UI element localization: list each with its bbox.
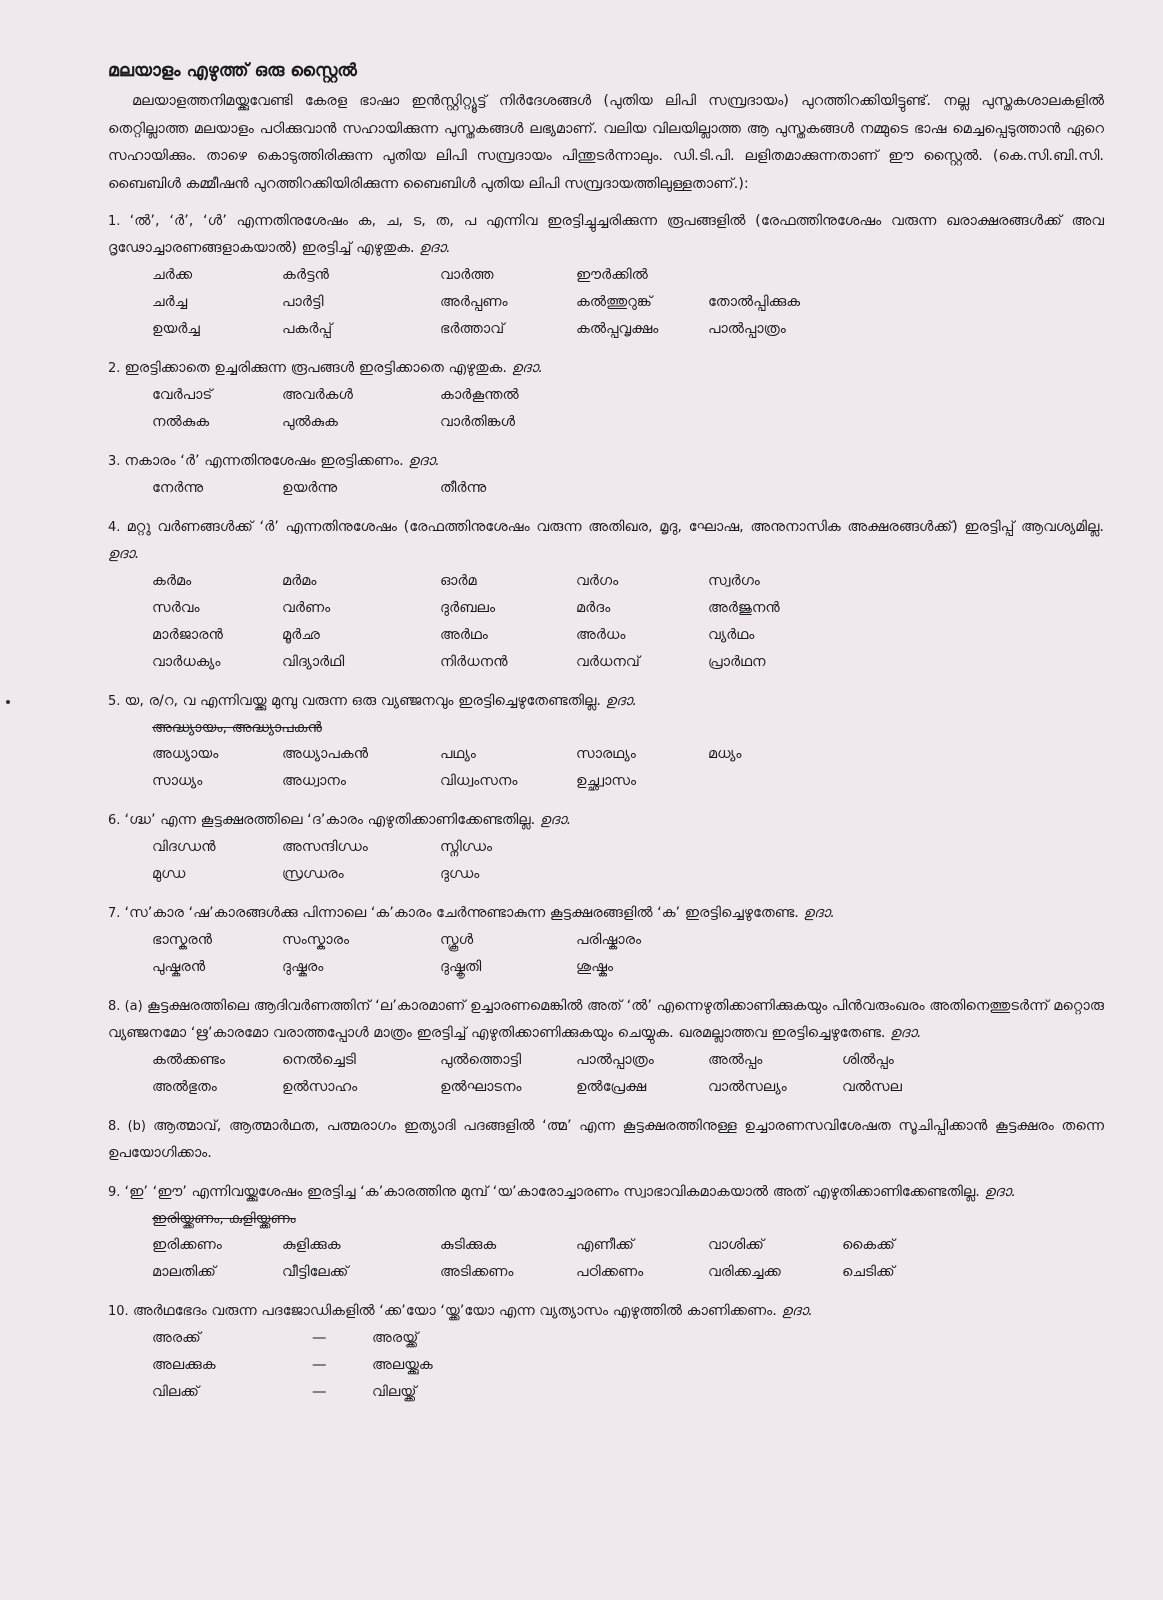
example-word: കാർകൂന്തൽ [440,387,519,403]
example-row [152,1074,1104,1101]
rule-block [108,208,1104,351]
example-word: വേർപാട് [152,387,213,403]
example-row [152,834,1104,861]
example-word: സ്വർഗം [708,573,760,589]
example-word: കൽപ്പവൃക്ഷം [576,321,659,337]
example-word: പാൽപ്പാത്രം [708,321,786,337]
example-word: മുഗ്ധ [152,866,186,882]
example-word: തോൽപ്പിക്കുക [708,294,801,310]
example-row [152,741,1104,768]
example-word: പഠിക്കണം [576,1264,644,1280]
example-word: അലക്കുക [152,1357,216,1373]
example-word: ചെടിക്ക് [842,1264,895,1280]
rules-list [108,208,1104,1414]
example-row [152,622,1104,649]
example-word: ഉൽസാഹം [282,1079,358,1095]
example-word: കൈക്ക് [842,1237,895,1253]
example-marker: ഉദാ. [803,905,835,921]
rule-text [108,1298,1104,1325]
example-word: മൂർഛ [282,627,320,643]
example-word: കർമം [152,573,192,589]
example-word: പകർപ്പ് [282,321,333,337]
rule-number: 10. [108,1304,133,1319]
example-row [152,595,1104,622]
example-marker: ഉദാ. [539,812,572,828]
rule-number: 4. [108,520,127,535]
rule-body: ആത്മാവ്, ആത്മാർഥത, പത്മരാഗം ഇത്യാദി പദങ്ങളിൽ ‘ത്മ’ എന്ന കൂട്ടക്ഷരത്തിനുള്ള ഉച്ചാരണസവിശേഷത സൂചിപ്പിക്കാൻ കൂട്ടക്ഷരം തന്നെ ഉപയോഗിക്കാം. [108,1118,1104,1161]
example-word: കർട്ടൻ [282,267,329,283]
example-row [152,927,1104,954]
example-row [152,861,1104,888]
rule-block [108,1113,1104,1175]
example-word: അരക്ക് [152,1330,201,1346]
example-row [152,649,1104,676]
example-word: ചർക്ക [152,267,193,283]
pair-dash: — [312,1384,327,1400]
example-word: ദുർബലം [440,600,496,616]
rule-text [108,355,1104,382]
example-word: അടിക്കണം [440,1264,514,1280]
rule-body: ഇരട്ടിക്കാതെ ഉച്ചരിക്കുന്ന രൂപങ്ങൾ ഇരട്ടിക്കാതെ എഴുതുക. [124,360,512,376]
example-word: സ്നിഗ്ധം [440,839,493,855]
rule-body: ‘ഇ’ ‘ഈ’ എന്നിവയ്ക്കുശേഷം ഇരട്ടിച്ച ‘ക’കാരത്തിനു മുമ്പ് ‘യ’കാരോച്ചാരണം സ്വാഭാവികമാകയാൽ അത് എഴുതിക്കാണിക്കേണ്ടതില്ല. [124,1184,985,1200]
rule-number: 8. (b) [108,1119,154,1134]
example-word: മർദം [576,600,611,616]
example-word: ഉൽപ്രേക്ഷ [576,1079,647,1095]
example-row [152,1379,1104,1406]
rule-body: നകാരം ‘ർ’ എന്നതിനുശേഷം ഇരട്ടിക്കണം. [124,453,409,469]
example-row [152,1325,1104,1352]
example-word: സാധ്യം [152,773,203,789]
example-word: വിദ്യാർഥി [282,654,345,670]
example-word: അർജുനൻ [708,600,780,616]
rule-number: 1. [108,214,130,229]
example-word: അധ്വാനം [282,773,346,789]
example-word: ഉൽഘാടനം [440,1079,522,1095]
document-page [108,58,1104,1414]
example-row [152,262,1104,289]
example-word: ശുഷ്കം [576,959,614,975]
rule-body: മറ്റു വർണങ്ങൾക്ക് ‘ർ’ എന്നതിനുശേഷം (രേഫത്തിനുശേഷം വരുന്ന അതിഖര, മൃദു, ഘോഷ, അനുനാസിക അക്ഷരങ്ങൾക്ക്) ഇരട്ടിപ്പ് ആവശ്യമില്ല. [126,519,1104,535]
example-word: നൽകുക [152,414,210,430]
rule-body: കൂട്ടക്ഷരത്തിലെ ആദിവർണത്തിന് ‘ല’കാരമാണ് ഉച്ചാരണമെങ്കിൽ അത് ‘ൽ’ എന്നെഴുതിക്കാണിക്കുകയും പിൻവരുംഖരം അതിനെത്തുടർന്ന് മറ്റൊരു വ്യഞ്ജനമോ ‘ഋ’കാരമോ വരാത്തപ്പോൾ മാത്രം ഇരട്ടിച്ച് എഴുതിക്കാണിക്കുകയും ചെയ്യുക. ഖരമല്ലാത്തവ ഇരട്ടിച്ചെഴുതേണ്ട. [108,998,1104,1041]
example-word: വിദഗ്ധൻ [152,839,216,855]
example-word: വരിക്കച്ചക്ക [708,1264,781,1280]
example-word: പ്രാർഥന [708,654,766,670]
rule-block [108,900,1104,989]
example-word: സർവം [152,600,200,616]
example-word: വർധനവ് [576,654,640,670]
example-word: അർധം [576,627,626,643]
example-word: ഈർക്കിൽ [576,267,648,283]
example-word: വിധ്വംസനം [440,773,518,789]
example-marker: ഉദാ. [781,1303,813,1319]
example-row [152,1352,1104,1379]
example-word: വാർതിങ്കൾ [440,414,516,430]
example-word: പരിഷ്കാരം [576,932,642,948]
pair-dash: — [312,1330,327,1346]
struck-example: ഇരിയ്ക്കണം, കുളിയ്ക്കണം [152,1211,296,1227]
example-word: ഇരിക്കണം [152,1237,222,1253]
rule-block [108,355,1104,444]
example-word: വാശിക്ക് [708,1237,764,1253]
rule-block [108,807,1104,896]
rule-number: 2. [108,361,125,376]
example-word: അരയ്ക്ക് [372,1330,419,1346]
example-word: വിലയ്ക്ക് [372,1384,417,1400]
example-word: കൽത്തുറുങ്ക് [576,294,652,310]
page-speck [6,700,10,704]
example-word: ഉച്ഛ്വാസം [576,773,637,789]
example-row [152,409,1104,436]
example-marker: ഉദാ. [890,1025,922,1041]
example-word: വ്യർഥം [708,627,755,643]
example-word: ഓർമ [440,573,477,589]
example-word: മാലതിക്ക് [152,1264,216,1280]
example-word: പഥ്യം [440,746,476,762]
example-row [152,475,1104,502]
example-marker: ഉദാ. [511,360,543,376]
example-word: നെൽച്ചെടി [282,1052,356,1068]
example-row [152,768,1104,795]
example-word: സാരഥ്യം [576,746,636,762]
example-word: വർണം [282,600,331,616]
example-word: വാർധക്യം [152,654,221,670]
example-word: അർഥം [440,627,488,643]
example-word: പുൽകുക [282,414,338,430]
example-word: അലയ്ക്കുക [372,1357,433,1373]
example-word: എണീക്ക് [576,1237,634,1253]
example-word: പുൽത്തൊട്ടി [440,1052,522,1068]
intro-paragraph: മലയാളത്തനിമയ്ക്കുവേണ്ടി കേരള ഭാഷാ ഇൻസ്റ്റിറ്റ്യൂട്ട് നിർദേശങ്ങൾ (പുതിയ ലിപി സമ്പ്രദായം) പുറത്തിറക്കിയിട്ടുണ്ട്. നല്ല പുസ്തകശാലകളിൽ തെറ്റില്ലാത്ത മലയാളം പഠിക്കുവാൻ സഹായിക്കുന്ന പുസ്തകങ്ങൾ ലഭ്യമാണ്. വലിയ വിലയില്ലാത്ത ആ പുസ്തകങ്ങൾ നമ്മുടെ ഭാഷ മെച്ചപ്പെടുത്താൻ ഏറെ സഹായിക്കും. താഴെ കൊടുത്തിരിക്കുന്ന പുതിയ ലിപി സമ്പ്രദായം പിന്തുടർന്നാലും. ഡി.ടി.പി. ലളിതമാക്കുന്നതാണ് ഈ സ്റ്റൈൽ. (കെ.സി.ബി.സി. ബൈബിൾ കമ്മീഷൻ പുറത്തിറക്കിയിരിക്കുന്ന ബൈബിൾ പുതിയ ലിപി സമ്പ്രദായത്തിലുള്ളതാണ്.): [108,93,1104,192]
example-word: സ്രഗ്ധരം [282,866,344,882]
rule-number: 7. [108,906,125,921]
example-word: ഉയർന്നു [282,480,338,496]
example-word: ശിൽപ്പം [842,1052,894,1068]
rule-block [108,1179,1104,1294]
example-word: അധ്യായം [152,746,219,762]
rule-text [108,900,1104,927]
example-word: നിർധനൻ [440,654,508,670]
example-row [152,289,1104,316]
struck-example: അദ്ധ്യായം, അദ്ധ്യാപകൻ [152,720,322,736]
example-word: ഭാസ്കരൻ [152,932,213,948]
rule-text [108,1113,1104,1167]
example-marker: ഉദാ. [419,240,451,256]
rule-text [108,1179,1104,1206]
example-word: അൽഭുതം [152,1079,217,1095]
example-word: വാർത്ത [440,267,494,283]
example-word: മധ്യം [708,746,742,762]
example-word: കുടിക്കുക [440,1237,497,1253]
rule-block [108,1298,1104,1414]
document-title: മലയാളം എഴുത്ത് ഒരു സ്റ്റൈൽ [108,61,357,81]
rule-text [108,993,1104,1047]
example-marker: ഉദാ. [408,453,440,469]
rule-text [108,208,1104,262]
example-word: വീട്ടിലേക്ക് [282,1264,349,1280]
example-row [152,1047,1104,1074]
example-word: മാർജാരൻ [152,627,223,643]
example-word: ദുഷ്കരം [282,959,324,975]
example-word: അൽപ്പം [708,1052,763,1068]
example-word: പാർട്ടി [282,294,324,310]
rule-text [108,514,1104,568]
rule-number: 6. [108,813,125,828]
example-word: പാൽപ്പാത്രം [576,1052,654,1068]
example-row [152,382,1104,409]
example-word: പുഷ്കരൻ [152,959,206,975]
example-word: ഉയർച്ച [152,321,200,337]
example-word: കൽക്കണ്ടം [152,1052,226,1068]
rule-number: 3. [108,454,125,469]
example-word: സ്കൂൾ [440,932,474,948]
rule-body: ‘ൽ’, ‘ർ’, ‘ൾ’ എന്നതിനുശേഷം ക, ച, ട, ത, പ എന്നിവ ഇരട്ടിച്ചുച്ചരിക്കുന്ന രൂപങ്ങളിൽ (രേഫത്തിനുശേഷം വരുന്ന ഖരാക്ഷരങ്ങൾക്ക് അവ ദൃഢോച്ചാരണങ്ങളാകയാൽ) ഇരട്ടിച്ച് എഴുതുക. [108,213,1104,256]
example-word: വിലക്ക് [152,1384,199,1400]
rule-number: 8. (a) [108,999,147,1014]
example-word: അവർകൾ [282,387,353,403]
example-word: തീർന്നു [440,480,487,496]
example-word: ചർച്ച [152,294,188,310]
rule-text [108,688,1104,715]
rule-body: ‘സ’കാര ‘ഷ’കാരങ്ങൾക്കു പിന്നാലെ ‘ക’കാരം ചേർന്നുണ്ടാകുന്ന കൂട്ടക്ഷരങ്ങളിൽ ‘ക’ ഇരട്ടിച്ചെഴുതേണ്ട. [124,905,804,921]
rule-text [108,448,1104,475]
example-row [152,1259,1104,1286]
example-word: അധ്യാപകൻ [282,746,369,762]
rule-body: ‘ഗ്ദ്ധ’ എന്ന കൂട്ടക്ഷരത്തിലെ ‘ദ’കാരം എഴുതിക്കാണിക്കേണ്ടതില്ല. [124,812,540,828]
rule-body: യ, ര/റ, വ എന്നിവയ്ക്കു മുമ്പു വരുന്ന ഒരു വ്യഞ്ജനവും ഇരട്ടിച്ചെഴുതേണ്ടതില്ല. [124,693,606,709]
rule-block [108,448,1104,510]
example-word: സംസ്കാരം [282,932,350,948]
example-row [152,954,1104,981]
pair-dash: — [312,1357,327,1373]
example-marker: ഉദാ. [605,693,638,709]
example-word: വർഗം [576,573,619,589]
example-row [152,1232,1104,1259]
rule-block [108,993,1104,1109]
example-marker: ഉദാ. [984,1184,1016,1200]
example-word: ദുഗ്ധം [440,866,480,882]
example-row [152,316,1104,343]
rule-body: അർഥഭേദം വരുന്ന പദജോഡികളിൽ ‘ക്ക’യോ ‘യ്ക്ക’യോ എന്ന വ്യത്യാസം എഴുത്തിൽ കാണിക്കണം. [132,1303,782,1319]
example-word: വൽസല [842,1079,902,1095]
example-word: ഭർത്താവ് [440,321,505,337]
rule-block [108,514,1104,684]
rule-text [108,807,1104,834]
rule-number: 9. [108,1185,125,1200]
rule-block [108,688,1104,803]
rule-number: 5. [108,694,125,709]
example-row [152,568,1104,595]
example-word: അർപ്പണം [440,294,508,310]
example-word: ദുഷ്കൃതി [440,959,482,975]
example-word: വാൽസല്യം [708,1079,787,1095]
example-marker: ഉദാ. [108,546,140,562]
example-word: നേർന്നു [152,480,204,496]
example-word: അസന്ദിഗ്ധം [282,839,368,855]
example-word: കുളിക്കുക [282,1237,341,1253]
example-word: മർമം [282,573,317,589]
